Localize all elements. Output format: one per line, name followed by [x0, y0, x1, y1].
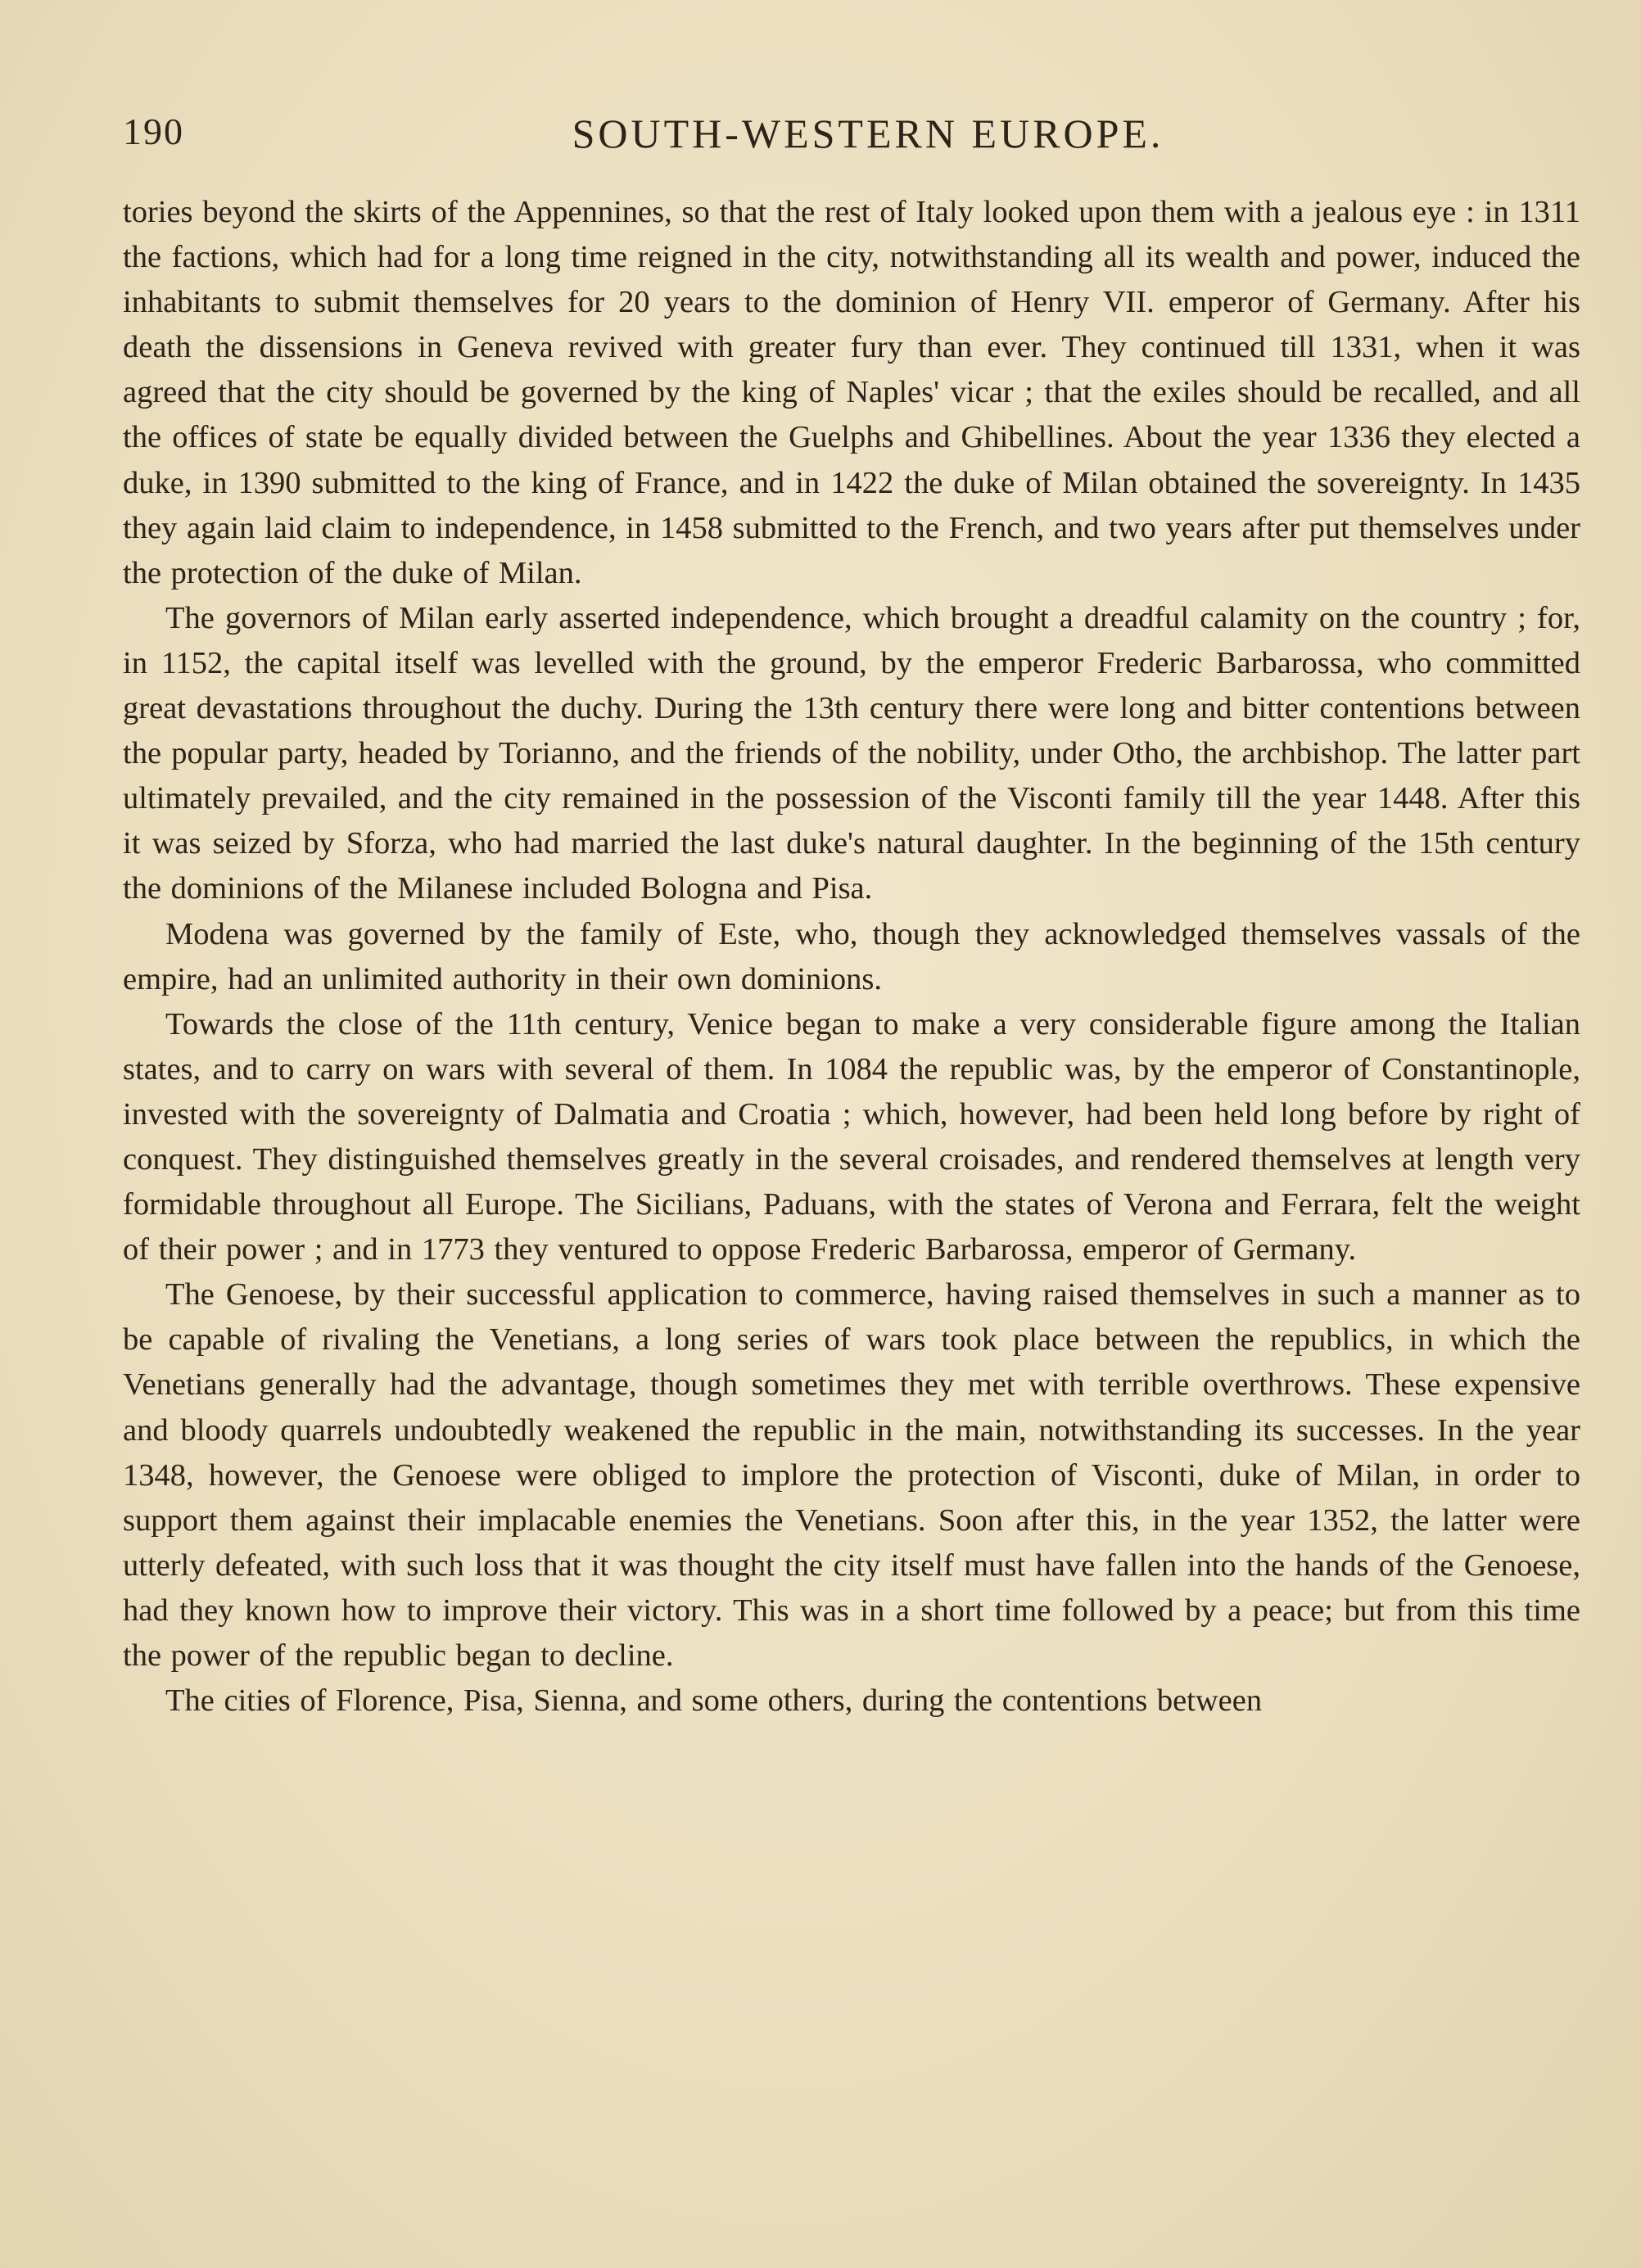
paragraph: The Genoese, by their successful application to commerce, having raised themselves in such a manner as to be capable of rivaling the Venetians, a long series of wars took place between the republics, in which the Venetians generally had the advantage, though sometimes they met with terrible overthrows. These expensive and bloody quarrels undoubtedly weakened the republic in the main, notwithstanding its successes. In the year 1348, however, the Genoese were obliged to implore the protection of Visconti, duke of Milan, in order to support them against their implacable enemies the Venetians. Soon after this, in the year 1352, the latter were utterly defeated, with such loss that it was thought the city itself must have fallen into the hands of the Genoese, had they known how to improve their victory. This was in a short time followed by a peace; but from this time the power of the republic began to decline.: [123, 1277, 1580, 1673]
paragraph: tories beyond the skirts of the Appennines, so that the rest of Italy looked upon them with a jealous eye : in 1311 the factions, which had for a long time reigned in the city, notwithstanding all its wealth and power, induced the inhabitants to submit themselves for 20 years to the dominion of Henry VII. emperor of Germany. After his death the dissensions in Geneva revived with greater fury than ever. They continued till 1331, when it was agreed that the city should be governed by the king of Naples' vicar ; that the exiles should be recalled, and all the offices of state be equally divided between the Guelphs and Ghibellines. About the year 1336 they elected a duke, in 1390 submitted to the king of France, and in 1422 the duke of Milan obtained the sovereignty. In 1435 they again laid claim to independence, in 1458 submitted to the French, and two years after put themselves under the protection of the duke of Milan.: [123, 195, 1580, 590]
body-text: [123, 190, 1580, 1724]
page-number: 190: [123, 111, 184, 152]
paragraph: The cities of Florence, Pisa, Sienna, and some others, during the contentions between: [165, 1683, 1263, 1719]
paragraph: Towards the close of the 11th century, Venice began to make a very considerable figure among the Italian states, and to carry on wars with several of them. In 1084 the republic was, by the emperor of Constantinople, invested with the sovereignty of Dalmatia and Croatia ; which, however, had been held long before by right of conquest. They distinguished themselves greatly in the several croisades, and rendered themselves at length very formidable throughout all Europe. The Sicilians, Paduans, with the states of Verona and Ferrara, felt the weight of their power ; and in 1773 they ventured to oppose Frederic Barbarossa, emperor of Germany.: [123, 1006, 1580, 1267]
page-header: [123, 110, 1564, 167]
paragraph: The governors of Milan early asserted independence, which brought a dreadful calamity on the country ; for, in 1152, the capital itself was levelled with the ground, by the emperor Frederic Barbarossa, who committed great devastations throughout the duchy. During the 13th century there were long and bitter contentions between the popular party, headed by Torianno, and the friends of the nobility, under Otho, the archbishop. The latter part ultimately prevailed, and the city remained in the possession of the Visconti family till the year 1448. After this it was seized by Sforza, who had married the last duke's natural daughter. In the beginning of the 15th century the dominions of the Milanese included Bologna and Pisa.: [123, 600, 1580, 906]
running-title: SOUTH-WESTERN EUROPE.: [572, 111, 1164, 156]
paragraph: Modena was governed by the family of Este, who, though they acknowledged themselves vassals of the empire, had an unlimited authority in their own dominions.: [123, 916, 1580, 996]
